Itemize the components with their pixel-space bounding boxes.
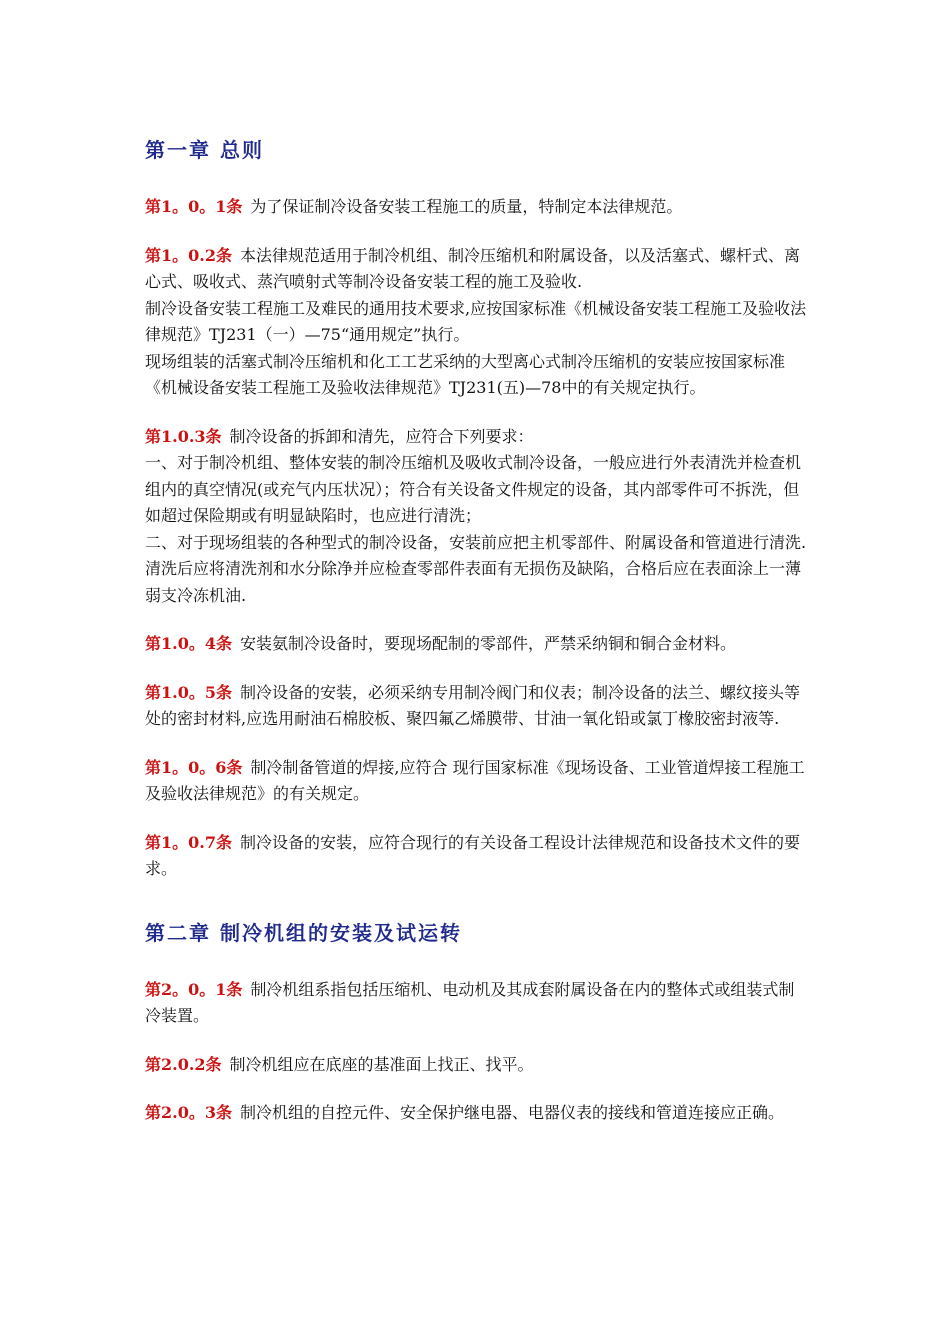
article-paragraph: [145, 194, 810, 221]
article-1-0-7: [145, 830, 810, 883]
article-paragraph: 二、对于现场组装的各种型式的制冷设备，安装前应把主机零部件、附属设备和管道进行清洗.清洗后应将清洗剂和水分除净并应检查零部件表面有无损伤及缺陷，合格后应在表面涂上一薄弱支冷冻机油.: [145, 532, 807, 605]
article-1-0-2: [145, 243, 810, 402]
article-paragraph: 现场组装的活塞式制冷压缩机和化工工艺采纳的大型离心式制冷压缩机的安装应按国家标准《机械设备安装工程施工及验收法律规范》TJ231(五)—78中的有关规定执行。: [145, 351, 786, 397]
article-2-0-3: [145, 1100, 810, 1127]
article-2-0-2: [145, 1052, 810, 1079]
article-paragraph: [145, 243, 810, 296]
article-paragraph: [145, 424, 810, 451]
article-1-0-6: [145, 755, 810, 808]
article-1-0-5: [145, 680, 810, 733]
article-number: 第2.0。3条: [145, 1103, 232, 1122]
article-text: 制冷设备的安装，应符合现行的有关设备工程设计法律规范和设备技术文件的要求。: [145, 832, 800, 878]
article-number: 第1。0.2条: [145, 245, 232, 265]
article-number: 第2.0.2条: [145, 1054, 222, 1074]
chapter-2-title: 第二章 制冷机组的安装及试运转: [145, 920, 462, 945]
article-text: 制冷机组系指包括压缩机、电动机及其成套附属设备在内的整体式或组装式制冷装置。: [145, 979, 795, 1025]
article-paragraph: [145, 1100, 810, 1127]
article-number: 第1.0。5条: [145, 682, 232, 702]
article-number: 第1。0。6条: [145, 757, 243, 777]
article-text: 制冷机组应在底座的基准面上找正、找平。: [229, 1054, 534, 1074]
chapter-1-title: 第一章 总则: [145, 138, 264, 162]
article-text: 本法律规范适用于制冷机组、制冷压缩机和附属设备，以及活塞式、螺杆式、离心式、吸收式、蒸汽喷射式等制冷设备安装工程的施工及验收.: [145, 245, 800, 291]
article-1-0-4: [145, 631, 810, 658]
article-text: 为了保证制冷设备安装工程施工的质量，特制定本法律规范。: [250, 197, 683, 216]
article-text: 制冷设备的拆卸和清先，应符合下列要求：: [229, 426, 534, 446]
article-number: 第2。0。1条: [145, 979, 243, 999]
article-2-0-1: [145, 977, 810, 1030]
article-number: 第1。0.7条: [145, 832, 232, 852]
article-paragraph: 制冷设备安装工程施工及难民的通用技术要求,应按国家标准《机械设备安装工程施工及验收法律规范》TJ231（一）—75“通用规定”执行。: [145, 298, 807, 344]
article-paragraph: [145, 680, 810, 733]
article-text: 制冷制备管道的焊接,应符合 现行国家标准《现场设备、工业管道焊接工程施工及验收法律规范》的有关规定。: [145, 757, 805, 803]
article-1-0-3: [145, 424, 810, 610]
article-paragraph: [145, 631, 810, 658]
article-paragraph: [145, 1052, 810, 1079]
article-number: 第1.0。4条: [145, 634, 232, 653]
article-paragraph: [145, 755, 810, 808]
article-text: 安装氨制冷设备时，要现场配制的零部件，严禁采纳铜和铜合金材料。: [239, 634, 736, 653]
article-text: 制冷机组的自控元件、安全保护继电器、电器仪表的接线和管道连接应正确。: [239, 1103, 784, 1122]
article-paragraph: 一、对于制冷机组、整体安装的制冷压缩机及吸收式制冷设备，一般应进行外表清洗并检查机组内的真空情况(或充气内压状况）；符合有关设备文件规定的设备，其内部零件可不拆洗，但如超过保险期或有明显缺陷时，也应进行清洗；: [145, 453, 802, 525]
article-number: 第1。0。1条: [145, 197, 243, 216]
article-text: 制冷设备的安装，必须采纳专用制冷阀门和仪表；制冷设备的法兰、螺纹接头等处的密封材料,应选用耐油石棉胶板、聚四氟乙烯膜带、甘油一氧化铅或氯丁橡胶密封液等.: [145, 682, 800, 728]
article-number: 第1.0.3条: [145, 426, 222, 446]
article-paragraph: [145, 830, 810, 883]
article-1-0-1: [145, 194, 810, 221]
article-paragraph: [145, 977, 810, 1030]
